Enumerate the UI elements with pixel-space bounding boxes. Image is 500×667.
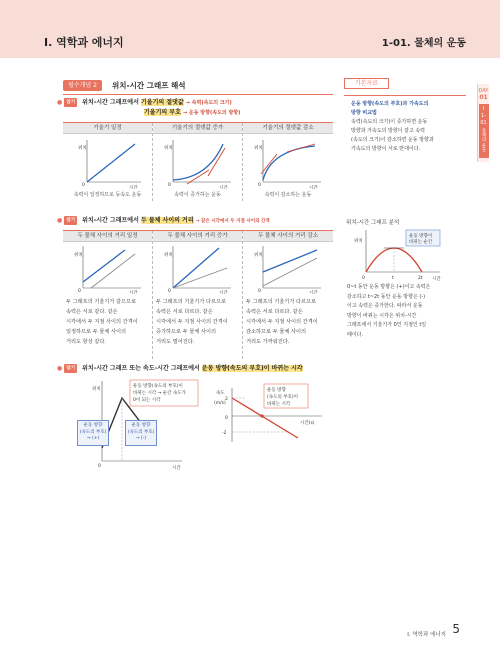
g2-unit: (m/s) xyxy=(214,401,226,406)
g2-xlabel: 시간(s) xyxy=(300,421,315,426)
ribbon-day: DAY xyxy=(478,88,489,94)
block1-table xyxy=(63,122,333,200)
desc-line: 시각에서 두 지점 사이의 간격이 xyxy=(156,319,228,325)
concept-rule xyxy=(63,94,333,95)
sidebar-text-line: 방향 비교법 xyxy=(351,110,377,116)
block1-line1-pre: 위치-시간 그래프에서 xyxy=(82,99,141,106)
g1-ylabel: 위치 xyxy=(92,387,101,392)
block1-col-1 xyxy=(63,123,153,201)
sidebar-text xyxy=(351,100,469,154)
x-axis-label: 시간 xyxy=(309,186,318,189)
block3-line: ● 암기 위치-시간 그래프 또는 속도-시간 그래프에서 운동 방향(속도의 부호)이 바뀌는 시각 xyxy=(57,365,303,372)
concept-title: 위치-시간 그래프 해석 xyxy=(112,81,186,90)
block1-line2-hl: 기울기의 부호 xyxy=(144,109,181,116)
block3-tag: 암기 xyxy=(66,366,76,371)
x-axis-label: 시간 xyxy=(219,291,228,294)
box-line: 운동 방향 xyxy=(131,423,151,428)
block1-col-3 xyxy=(243,123,333,201)
g2-note-line: 운동 방향 xyxy=(267,388,286,393)
concept-badge: 필수개념 2 xyxy=(63,80,102,91)
desc-line: 거리도 항상 같다. xyxy=(66,339,107,345)
block1-col-foot: 속력이 일정하므로 등속도 운동 xyxy=(73,192,142,198)
x-axis-label: 시간 xyxy=(309,291,318,294)
page-number: 5 xyxy=(452,622,460,636)
g1-note-line: 바뀌는 시각 → 순간 속도가 xyxy=(133,391,186,396)
desc-line: 시각에서 두 지점 사이의 간격이 xyxy=(66,319,138,325)
graph-constant-slope xyxy=(63,134,153,189)
desc-line: 속력은 서로 다르다. 같은 xyxy=(156,309,213,315)
y-axis-label: 위치 xyxy=(164,146,173,151)
block1-line2-note: → 운동 방향(속도의 방향) xyxy=(182,110,241,116)
sidebar-text2-line: 이고 속력은 증가한다. 따라서 운동 xyxy=(347,303,423,309)
origin-label: 0 xyxy=(78,289,81,294)
block2-col-head: 두 물체 사이의 거리 감소 xyxy=(243,231,333,242)
graph-increasing-slope xyxy=(153,134,243,189)
g2-tick: 2 xyxy=(225,397,228,402)
sidebar-text-line: 운동 방향(속도의 부호)과 가속도의 xyxy=(351,101,429,107)
box-line: → (+) xyxy=(86,436,100,441)
desc-line: 일정하므로 두 물체 사이의 xyxy=(66,329,127,335)
desc-line: 증가하므로 두 물체 사이의 xyxy=(156,329,217,335)
ribbon-bar xyxy=(479,104,489,158)
block2-col-3 xyxy=(243,231,333,359)
origin-label: 0 xyxy=(98,464,101,469)
box-line: (속도의 부호) xyxy=(79,429,107,435)
section-title: 1-01. 물체의 운동 xyxy=(381,38,466,49)
desc-line: 두 그래프의 기울기가 다르므로 xyxy=(156,299,227,305)
box-line: (속도의 부호) xyxy=(127,429,155,435)
block2-table xyxy=(63,230,333,358)
origin-label: 0 xyxy=(258,183,261,188)
block1-col-foot: 속력이 감소하는 운동 xyxy=(264,192,312,198)
desc-line: 감소하므로 두 물체 사이의 xyxy=(246,329,307,335)
graph-distance-decreasing xyxy=(243,242,333,294)
block2-desc-2 xyxy=(153,297,231,347)
sidebar-graph-tick: t xyxy=(392,276,394,281)
sidebar-graph-tick: 0 xyxy=(362,276,365,281)
y-axis-label: 위치 xyxy=(164,253,173,258)
graph-distance-increasing xyxy=(153,242,243,294)
g2-tick: 0 xyxy=(225,416,228,421)
box-line: → (-) xyxy=(135,436,147,441)
block2-line-pre: 위치-시간 그래프에서 xyxy=(82,217,141,224)
graph-decreasing-slope xyxy=(243,134,333,189)
block1-tag: 암기 xyxy=(66,100,76,105)
g2-note-line: 바뀌는 시각 xyxy=(267,402,291,407)
desc-line: 속력은 서로 같다. 같은 xyxy=(66,309,118,315)
sidebar-graph-note: 운동 방향이 xyxy=(409,234,433,239)
sidebar-text2-line: 때이다. xyxy=(347,331,364,338)
sidebar-text-line: 방향과 가속도의 방향이 같고 속력 xyxy=(351,128,425,134)
block1-line2 xyxy=(144,108,240,118)
origin-label: 0 xyxy=(168,183,171,188)
block2-col-2 xyxy=(153,231,243,359)
block1-line1-note: → 속력(속도의 크기) xyxy=(185,100,232,106)
block1-line1: ● 암기 위치-시간 그래프에서 기울기의 절댓값 → 속력(속도의 크기) xyxy=(57,99,232,106)
sidebar-text-line: 가속도의 방향이 서로 반대이다. xyxy=(351,146,421,152)
x-axis-label: 시간 xyxy=(129,186,138,189)
block2-line-note: → 같은 시각에서 두 지점 사이의 간격 xyxy=(195,219,270,224)
block2-line: ● 암기 위치-시간 그래프에서 두 물체 사이의 거리 → 같은 시각에서 두 지점 사이의 간격 xyxy=(57,217,270,224)
block2-col-head: 두 물체 사이의 거리 일정 xyxy=(63,231,152,242)
block2-desc-3 xyxy=(243,297,321,347)
sidebar-text2-line: 그래프에서 기울기가 0인 지점인 t일 xyxy=(347,322,427,328)
ribbon-name: 물체의 운동 xyxy=(481,128,486,152)
desc-line: 거리도 가까워진다. xyxy=(246,339,290,345)
desc-line: 속력은 서로 다르다. 같은 xyxy=(246,309,303,315)
block1-line1-hl: 기울기의 절댓값 xyxy=(140,99,184,106)
g2-note-line: (속도의 부호)이 xyxy=(267,395,299,400)
g2-ylabel: 속도 xyxy=(216,391,225,396)
sidebar-text-line: 속력(속도의 크기)이 증가하면 운동 xyxy=(351,119,428,125)
block1-col-2 xyxy=(153,123,243,201)
ribbon-day-num: 01 xyxy=(479,94,488,101)
block2-col-1 xyxy=(63,231,153,359)
block2-line-hl: 두 물체 사이의 거리 xyxy=(140,217,194,224)
sidebar-text2-line: 방향이 바뀌는 시각은 위치-시간 xyxy=(347,312,417,319)
sidebar-graph-note: 바뀌는 순간 xyxy=(409,240,433,245)
sidebar-graph-xlabel: 시간 xyxy=(432,277,441,282)
origin-label: 0 xyxy=(82,183,85,188)
sidebar-graph-label: 위치-시간 그래프 분석 xyxy=(346,220,400,226)
sidebar-graph-ylabel: 위치 xyxy=(354,239,363,244)
block1-col-head: 기울기의 절댓값 증가 xyxy=(153,123,242,134)
chapter-title: I. 역학과 에너지 xyxy=(44,36,124,49)
block2-tag: 암기 xyxy=(66,218,76,223)
g2-tick: -2 xyxy=(222,431,227,436)
block3-line-pre: 위치-시간 그래프 또는 속도-시간 그래프에서 xyxy=(82,365,202,372)
sidebar-rule xyxy=(344,95,466,96)
y-axis-label: 위치 xyxy=(74,253,83,258)
desc-line: 두 그래프의 기울기가 같으므로 xyxy=(66,299,137,305)
sidebar-graph-tick: 2t xyxy=(418,276,423,281)
y-axis-label: 위치 xyxy=(254,253,263,258)
g1-box-plus xyxy=(77,420,109,446)
sidebar-text2 xyxy=(347,283,467,340)
footer-chapter: I. 역학과 에너지 xyxy=(407,632,446,638)
ribbon-sec: I xyxy=(482,106,485,112)
page-header xyxy=(0,0,500,58)
ribbon-part: 1-01 xyxy=(480,113,487,126)
sidebar-graph xyxy=(350,226,450,284)
x-axis-label: 시간 xyxy=(219,186,228,189)
side-ribbon xyxy=(477,84,489,162)
y-axis-label: 위치 xyxy=(78,146,87,151)
origin-label: 0 xyxy=(168,289,171,294)
sidebar-text2-line: 감소하고 t~2t 동안 운동 방향은 (-) xyxy=(347,293,426,300)
graph-distance-constant xyxy=(63,242,153,294)
block3-line-hl: 운동 방향(속도의 부호)이 바뀌는 시각 xyxy=(201,365,303,372)
g1-box-minus xyxy=(125,420,157,446)
sidebar-text-line: (속도의 크기)이 감소하면 운동 방향과 xyxy=(351,137,434,143)
block1-col-head: 기울기의 절댓값 감소 xyxy=(243,123,333,134)
block2-col-head: 두 물체 사이의 거리 증가 xyxy=(153,231,242,242)
y-axis-label: 위치 xyxy=(254,146,263,151)
block1-col-foot: 속력이 증가하는 운동 xyxy=(174,192,221,198)
g1-note-line: 0이 되는 시각 xyxy=(133,398,161,403)
origin-label: 0 xyxy=(258,289,261,294)
block2-desc-1 xyxy=(63,297,141,347)
desc-line: 시각에서 두 지점 사이의 간격이 xyxy=(246,319,318,325)
sidebar-text2-line: 0~t 동안 운동 방향은 (+)이고 속력은 xyxy=(347,284,431,290)
block1-col-head: 기울기 일정 xyxy=(63,123,152,134)
desc-line: 거리도 멀어진다. xyxy=(156,339,195,345)
box-line: 운동 방향 xyxy=(83,423,103,428)
x-axis-label: 시간 xyxy=(129,291,138,294)
sidebar-title: 기본자료 xyxy=(344,78,389,89)
g1-xlabel: 시간 xyxy=(172,466,181,471)
desc-line: 두 그래프의 기울기가 다르므로 xyxy=(246,299,317,305)
graph-direction-velocity xyxy=(212,380,330,452)
g1-note-line: 운동 방향(속도의 부호)이 xyxy=(133,384,183,389)
